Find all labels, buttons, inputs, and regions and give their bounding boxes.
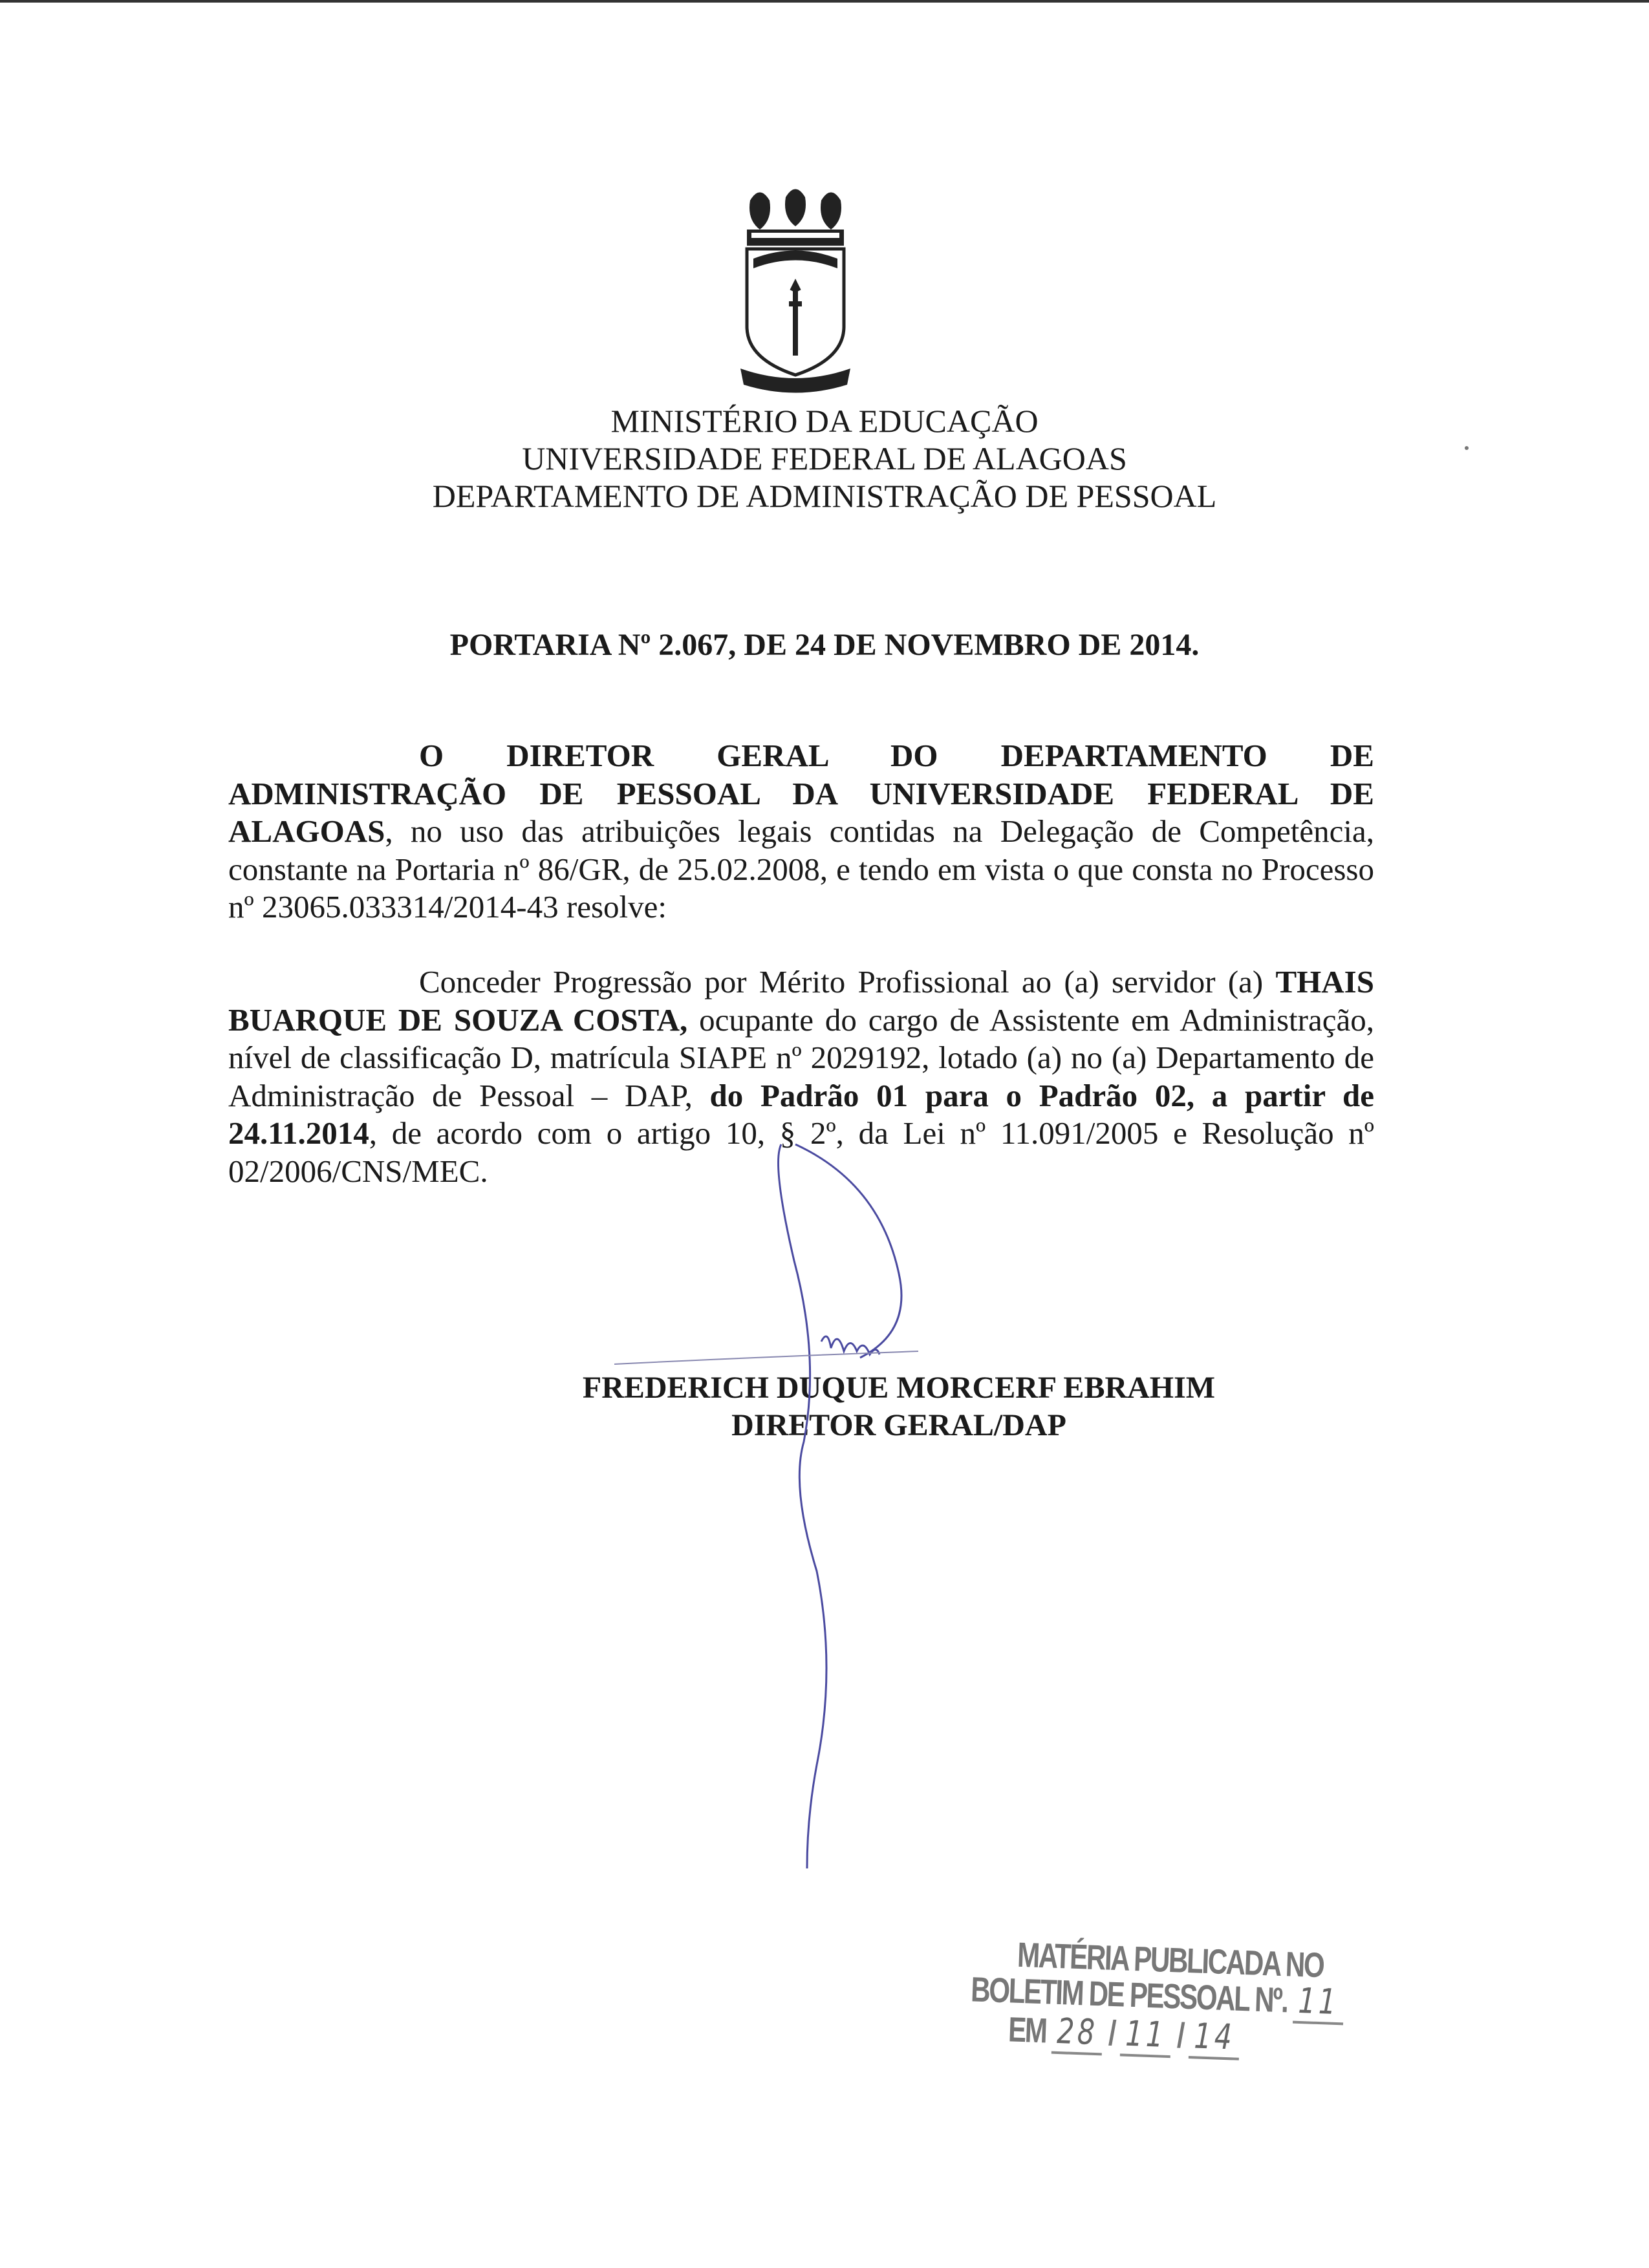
servant-name: THAIS BUARQUE DE SOUZA COSTA, <box>228 964 1374 1038</box>
resolution-text-2: ocupante do cargo de Assistente em Administração, nível de classificação D, matrícula SIAPE nº 2029192, lotado (a) no (a) Departamento de Administração de Pessoal – DAP, <box>228 1001 1374 1113</box>
portaria-title: PORTARIA Nº 2.067, DE 24 DE NOVEMBRO DE 2014. <box>449 628 1200 662</box>
stamp-month: 11 <box>1120 2013 1172 2058</box>
signatory-name: FREDERICH DUQUE MORCERF EBRAHIM <box>582 1371 1216 1405</box>
scan-edge <box>0 0 1649 3</box>
resolution-text-3: , de acordo com o artigo 10, § 2º, da Lei nº 11.091/2005 e Resolução nº 02/2006/CNS/MEC. <box>228 1115 1374 1189</box>
stamp-boletim-number: 11 <box>1293 1980 1344 2026</box>
progression-range: do Padrão 01 para o Padrão 02, a partir de 24.11.2014 <box>228 1077 1374 1151</box>
stamp-day: 28 <box>1051 2011 1103 2056</box>
stamp-em-label: EM <box>1008 2010 1047 2051</box>
publication-stamp <box>967 1933 1340 2101</box>
university-heading: UNIVERSIDADE FEDERAL DE ALAGOAS <box>522 440 1127 476</box>
signature-block <box>0 1369 1649 1444</box>
letterhead <box>0 402 1649 515</box>
department-heading: DEPARTAMENTO DE ADMINISTRAÇÃO DE PESSOAL <box>432 478 1217 514</box>
stamp-line-1: MATÉRIA PUBLICADA NO <box>1017 1935 1324 1985</box>
preamble-authority: O DIRETOR GERAL DO DEPARTAMENTO DE ADMINISTRAÇÃO DE PESSOAL DA UNIVERSIDADE FEDERAL DE ALAGOAS <box>228 738 1374 849</box>
university-seal-logo <box>737 187 854 401</box>
signatory-role: DIRETOR GERAL/DAP <box>731 1408 1066 1442</box>
resolution-paragraph <box>228 963 1374 1190</box>
resolution-text-1: Conceder Progressão por Mérito Profissional ao (a) servidor (a) <box>419 964 1276 1000</box>
ministry-heading: MINISTÉRIO DA EDUCAÇÃO <box>610 403 1039 439</box>
stamp-year: 14 <box>1189 2015 1240 2060</box>
preamble-paragraph <box>228 737 1374 926</box>
preamble-text: , no uso das atribuições legais contidas na Delegação de Competência, constante na Portaria nº 86/GR, de 25.02.2008, e tendo em vista o que consta no Processo nº 23065.033314/2014-43 resolve: <box>228 813 1374 925</box>
stamp-boletim-label: BOLETIM DE PESSOAL Nº. <box>970 1970 1288 2020</box>
stamp-line-3: EM 28 / 11 / 14 <box>1008 2009 1240 2060</box>
